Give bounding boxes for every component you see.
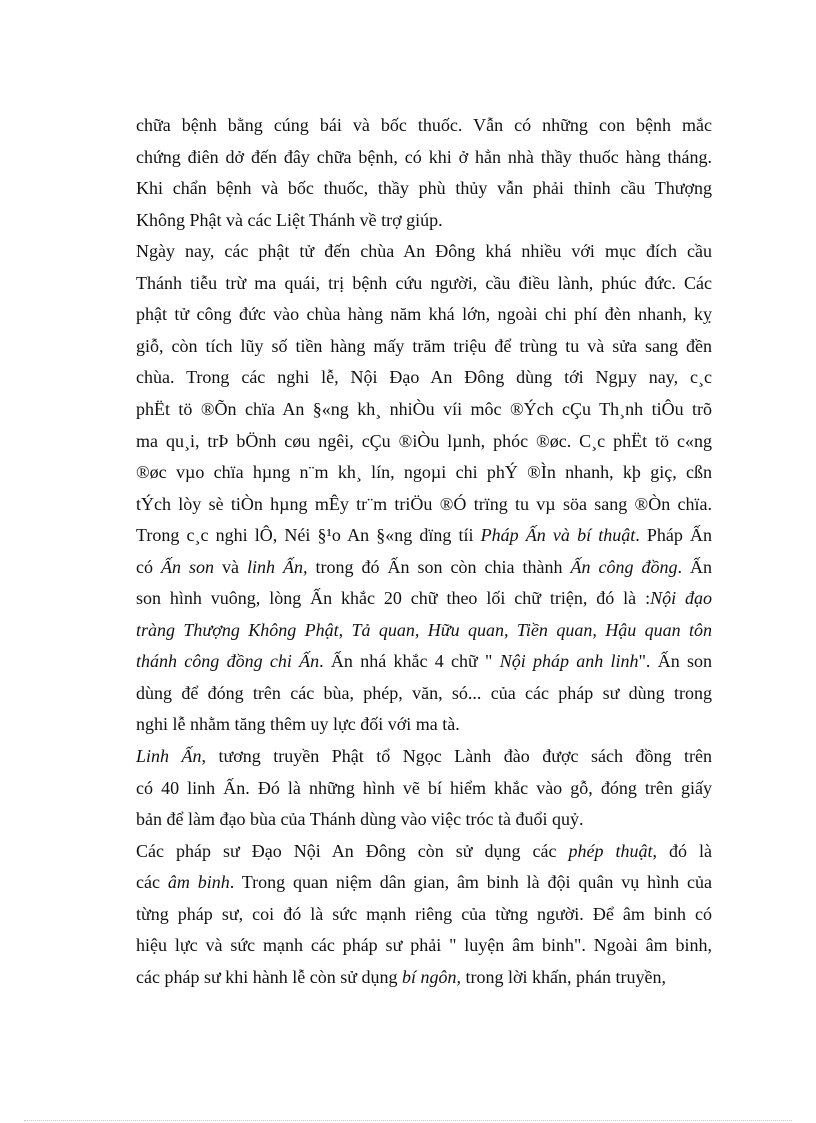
text-run: ®øc vµo chïa hµng n¨m kh¸ lín, ngoµi chi phÝ ®Ìn nhanh, kþ giç, cßn [136, 462, 712, 483]
text-line-content [136, 935, 712, 955]
italic-run: bí ngôn, [401, 966, 461, 987]
text-line [136, 709, 712, 740]
text-line [136, 804, 712, 835]
italic-run: Nội đạo [650, 588, 712, 609]
text-line-content [136, 872, 712, 892]
text-line-content [136, 494, 712, 514]
text-run: các [136, 872, 168, 893]
text-run: dùng để đóng trên các bùa, phép, văn, só... của các pháp sư dùng trong [136, 682, 712, 703]
text-line [136, 646, 712, 677]
italic-run: âm binh [167, 872, 230, 893]
text-run: hiệu lực và sức mạnh các pháp sư phải " luyện âm binh". Ngoài âm binh, [136, 935, 712, 956]
text-run: có 40 linh Ấn. Đó là những hình vẽ bí hiểm khắc vào gỗ, đóng trên giấy [136, 777, 712, 798]
text-line-content [136, 210, 443, 230]
text-run: bản để làm đạo bùa của Thánh dùng vào việc tróc tà đuổi quỷ. [136, 809, 584, 830]
text-run: chữa bệnh bằng cúng bái và bốc thuốc. Vẫn có những con bệnh mắc [136, 115, 712, 135]
text-line [136, 899, 712, 930]
text-run: , đó là [652, 840, 712, 861]
text-run: ". Ấn son [638, 651, 712, 672]
text-run: . Ấn [677, 556, 713, 577]
text-line-content [136, 178, 712, 198]
italic-run: Ấn công đồng [570, 556, 678, 577]
italic-run: Nội pháp anh linh [499, 651, 639, 672]
italic-run: linh Ấn, [247, 556, 308, 577]
text-line-content [136, 746, 712, 766]
text-line-content [136, 462, 712, 482]
italic-run: Ấn son [161, 556, 215, 577]
text-line-content [136, 241, 712, 261]
text-run: từng pháp sư, coi đó là sức mạnh riêng của từng người. Để âm binh có [136, 903, 712, 924]
text-run: trong đó Ấn son còn chia thành [307, 556, 571, 577]
text-line-content [136, 588, 712, 608]
italic-run: Pháp Ấn và bí thuật [480, 525, 636, 546]
text-line [136, 489, 712, 520]
text-line-content [136, 714, 460, 734]
text-run: Không Phật và các Liệt Thánh về trợ giúp. [136, 209, 443, 230]
text-run: các pháp sư khi hành lễ còn sử dụng [136, 966, 402, 987]
text-run: chùa. Trong các nghi lễ, Nội Đạo An Đông dùng tới Ngµy nay, c¸c [136, 367, 712, 388]
text-line-content [136, 778, 712, 798]
text-line [136, 741, 712, 772]
text-line-content [136, 367, 712, 387]
text-run: Ngày nay, các phật tử đến chùa An Đông khá nhiều với mục đích cầu [136, 241, 712, 262]
text-run: ma qu¸i, trÞ bÖnh cøu ngêi, cÇu ®iÒu lµnh, phóc ®øc. C¸c phËt tö c«ng [136, 430, 712, 451]
text-line-content [136, 557, 712, 577]
text-line [136, 236, 712, 267]
text-line [136, 836, 712, 867]
text-line-content [136, 399, 712, 419]
text-line [136, 962, 712, 993]
text-line-content [136, 115, 712, 135]
text-line [136, 268, 712, 299]
text-line [136, 394, 712, 425]
text-line [136, 773, 712, 804]
text-run: son hình vuông, lòng Ấn khắc 20 chữ theo lối chữ triện, đó là : [136, 588, 651, 609]
text-line [136, 930, 712, 961]
text-line [136, 520, 712, 551]
text-line-content [136, 431, 712, 451]
text-line [136, 205, 712, 236]
text-run: , tương truyền Phật tổ Ngọc Lành đào được sách đồng trên [201, 746, 712, 766]
text-line-content [136, 147, 712, 167]
text-run: phật tử công đức vào chùa hàng năm khá lớn, ngoài chi phí đèn nhanh, kỵ [136, 304, 712, 325]
text-run: có [136, 556, 161, 577]
text-line [136, 142, 712, 173]
text-run: trong lời khấn, phán truyền, [460, 966, 666, 987]
text-run: Trong c¸c nghi lÔ, Néi §¹o An §«ng dïng tíi [136, 525, 481, 546]
text-run: Khi chẩn bệnh và bốc thuốc, thầy phù thủy vẫn phải thỉnh cầu Thượng [136, 178, 712, 199]
page-bottom-dotted-rule [24, 1120, 792, 1121]
text-line-content [136, 304, 712, 324]
text-line [136, 173, 712, 204]
text-line [136, 110, 712, 141]
text-line-content [136, 336, 712, 356]
italic-run: tràng Thượng Không Phật, Tả quan, Hữu quan, Tiền quan, Hậu quan tôn [136, 619, 712, 640]
text-line-content [136, 809, 584, 829]
text-line [136, 867, 712, 898]
text-line [136, 615, 712, 646]
text-line [136, 678, 712, 709]
text-run: Các pháp sư Đạo Nội An Đông còn sử dụng các [136, 840, 569, 861]
text-line [136, 426, 712, 457]
text-line-content [136, 525, 712, 545]
text-run: chứng điên dở đến đây chữa bệnh, có khi ở hẳn nhà thầy thuốc hàng tháng. [136, 146, 712, 167]
text-run: . Pháp Ấn [635, 525, 713, 546]
text-run: tÝch lòy sè tiÒn hµng mÊy tr¨m triÖu ®Ó trïng tu vµ söa sang ®Òn chïa. [136, 493, 712, 514]
text-line-content [136, 273, 712, 293]
text-run: . Ấn nhá khắc 4 chữ " [319, 651, 500, 672]
italic-run: thánh công đồng chi Ấn [136, 651, 320, 672]
text-run: nghi lễ nhằm tăng thêm uy lực đối với ma tà. [136, 714, 460, 735]
text-run: . Trong quan niệm dân gian, âm binh là đội quân vụ hình của [229, 872, 712, 893]
italic-run: phép thuật [568, 840, 653, 861]
text-line-content [136, 683, 712, 703]
text-line [136, 299, 712, 330]
text-line-content [136, 651, 712, 671]
text-line [136, 552, 712, 583]
text-line [136, 583, 712, 614]
text-run: giỗ, còn tích lũy số tiền hàng mấy trăm triệu để trùng tu và sửa sang đền [136, 335, 712, 356]
italic-run: Linh Ấn [136, 746, 202, 766]
text-line-content [136, 967, 666, 987]
text-line [136, 457, 712, 488]
text-run: Thánh tiễu trừ ma quái, trị bệnh cứu người, cầu điều lành, phúc đức. Các [136, 272, 712, 293]
text-line [136, 362, 712, 393]
text-run: và [214, 556, 248, 577]
text-line [136, 331, 712, 362]
text-line-content [136, 841, 712, 861]
text-run: phËt tö ®Õn chïa An §«ng kh¸ nhiÒu víi môc ®Ých cÇu Th¸nh tiÔu trõ [136, 398, 712, 419]
text-line-content [136, 904, 712, 924]
text-line-content [136, 620, 712, 640]
